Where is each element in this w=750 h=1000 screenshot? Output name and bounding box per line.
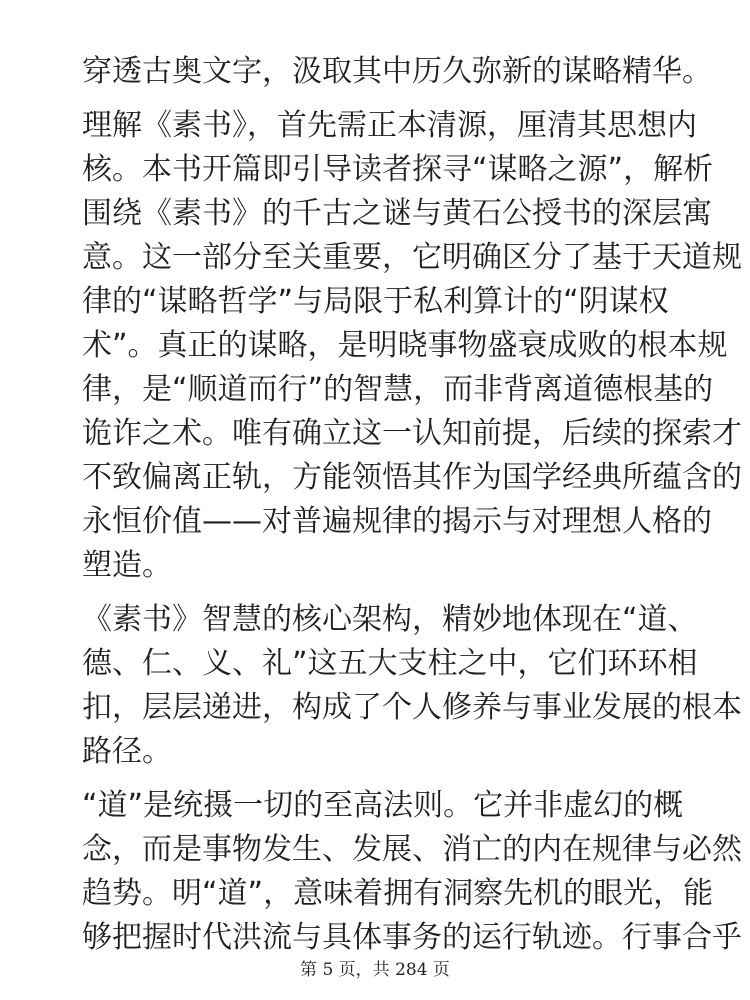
text-line: “道”是统摄一切的至高法则。它并非虚幻的概 bbox=[82, 788, 684, 823]
text-line: 诡诈之术。唯有确立这一认知前提，后续的探索才 bbox=[82, 416, 742, 451]
text-line: 围绕《素书》的千古之谜与黄石公授书的深层寓 bbox=[82, 196, 712, 231]
text-line: 理解《素书》，首先需正本清源，厘清其思想内 bbox=[82, 108, 697, 143]
text-line: 术”。真正的谋略，是明晓事物盛衰成败的根本规 bbox=[82, 328, 728, 363]
text-line: 意。这一部分至关重要，它明确区分了基于天道规 bbox=[82, 240, 742, 275]
text-line: 够把握时代洪流与具体事务的运行轨迹。行事合乎 bbox=[82, 920, 742, 955]
text-line: 不致偏离正轨，方能领悟其作为国学经典所蕴含的 bbox=[82, 460, 742, 495]
text-line: 穿透古奥文字，汲取其中历久弥新的谋略精华。 bbox=[82, 54, 712, 89]
text-line: 《素书》智慧的核心架构，精妙地体现在“道、 bbox=[82, 602, 698, 637]
text-line: 德、仁、义、礼”这五大支柱之中，它们环环相 bbox=[82, 646, 698, 681]
page-number: 第 5 页，共 284 页 bbox=[300, 960, 450, 980]
text-line: 扣，层层递进，构成了个人修养与事业发展的根本 bbox=[82, 690, 742, 725]
text-line: 律的“谋略哲学”与局限于私利算计的“阴谋权 bbox=[82, 284, 669, 319]
text-line: 塑造。 bbox=[82, 548, 172, 583]
text-line: 核。本书开篇即引导读者探寻“谋略之源”，解析 bbox=[82, 152, 714, 187]
text-line: 念，而是事物发生、发展、消亡的内在规律与必然 bbox=[82, 832, 742, 867]
text-line: 律，是“顺道而行”的智慧，而非背离道德根基的 bbox=[82, 372, 714, 407]
text-line: 趋势。明“道”，意味着拥有洞察先机的眼光，能 bbox=[82, 876, 714, 911]
text-line: 路径。 bbox=[82, 734, 172, 769]
text-line: 永恒价值——对普遍规律的揭示与对理想人格的 bbox=[82, 504, 712, 539]
